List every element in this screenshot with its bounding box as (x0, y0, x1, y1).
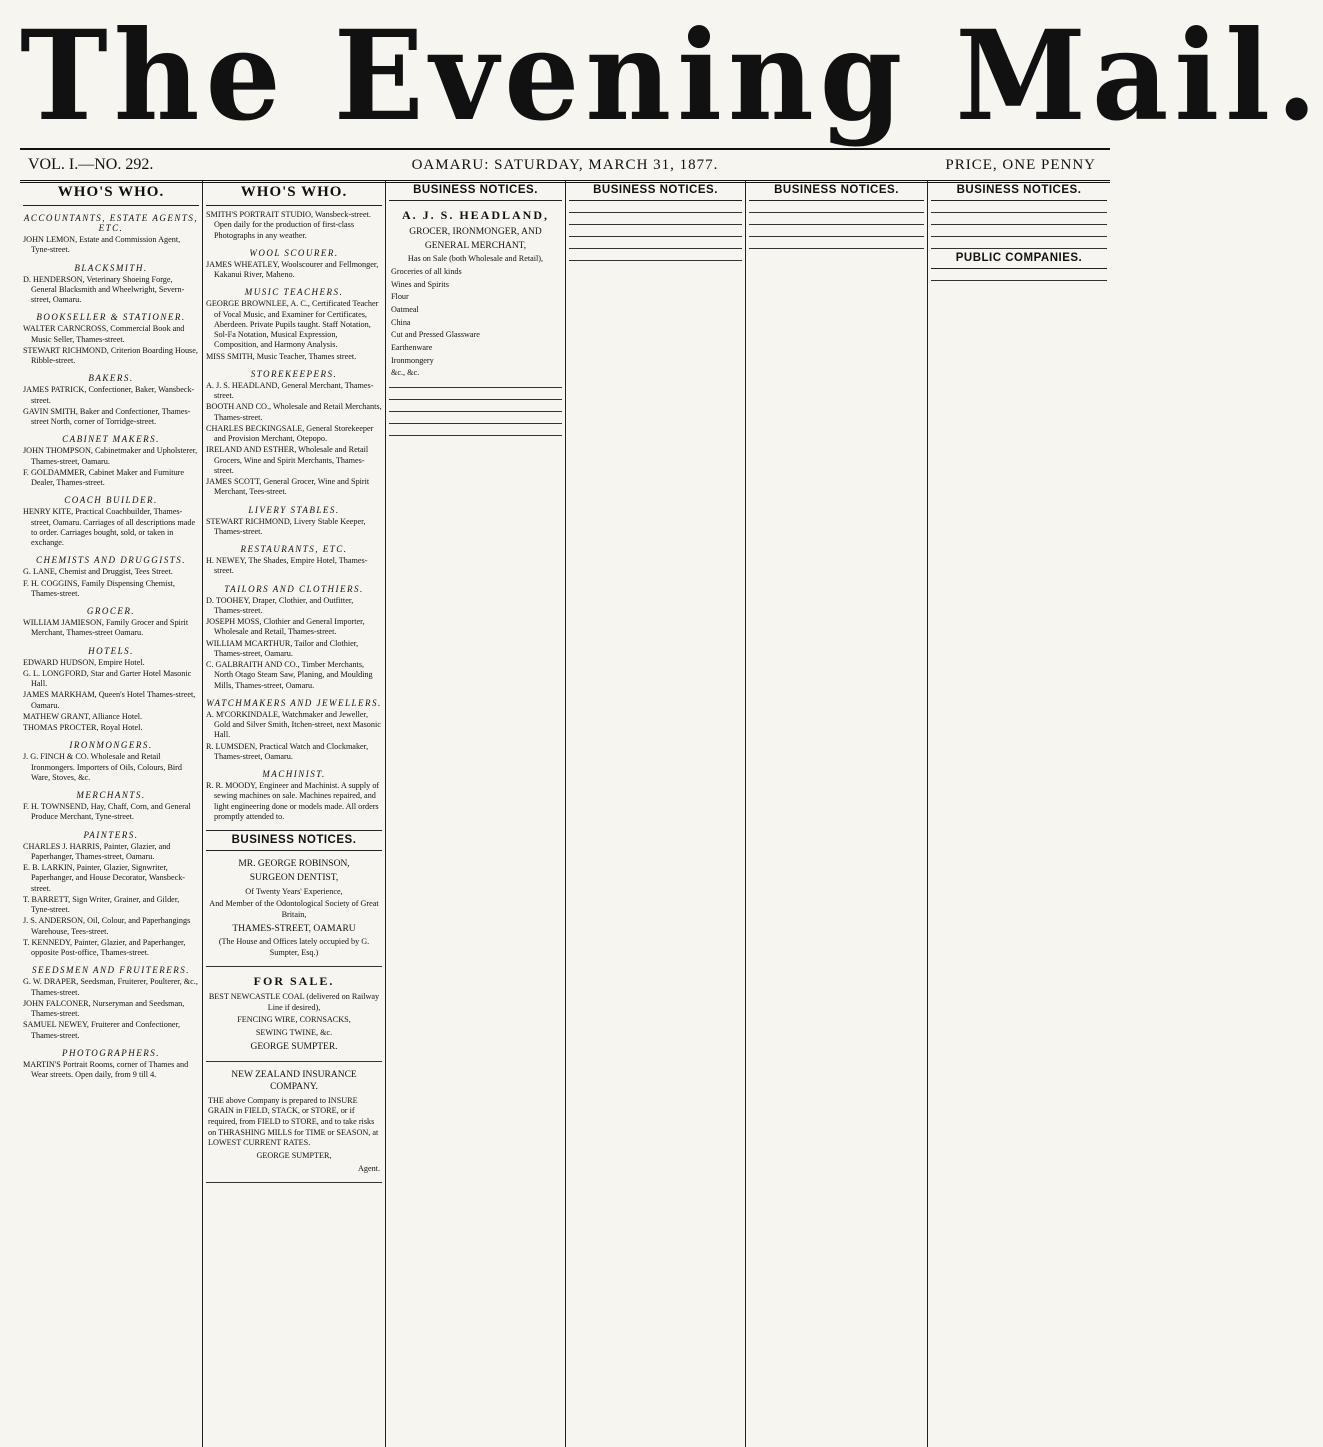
ad-robinson-dentist (206, 851, 382, 967)
ad-line: NEW ZEALAND INSURANCE COMPANY. (231, 1069, 357, 1093)
ad-jack-steel-hendry (569, 261, 742, 272)
ad-line: FOR SALE. (253, 974, 335, 989)
ad-for-sale-coal (206, 967, 382, 1062)
directory-entry: R. LUMSDEN, Practical Watch and Clockmaker, Thames-street, Oamaru. (206, 741, 369, 761)
column-business-1 (386, 181, 566, 1447)
directory-entry: JOHN LEMON, Estate and Commission Agent, Tyne-street. (23, 235, 181, 255)
column-business-4 (928, 181, 1110, 1447)
ad-ferens-books (569, 225, 742, 237)
directory-entry: F. H. COGGINS, Family Dispensing Chemist, Thames-street. (23, 578, 175, 598)
directory-entry: HENRY KITE, Practical Coachbuilder, Thames-street, Oamaru. Carriages of all descriptions made to order. Carriages bought, sold, or taken in exchange. (23, 507, 196, 547)
section-title: IRONMONGERS. (69, 740, 153, 751)
section-title: PHOTOGRAPHERS. (61, 1047, 161, 1058)
directory-entry: H. NEWEY, The Shades, Empire Hotel, Thames-street. (206, 556, 368, 576)
section-title: PAINTERS. (83, 829, 139, 840)
business-notices-heading: BUSINESS NOTICES. (206, 830, 382, 851)
column-heading: BUSINESS NOTICES. (931, 181, 1107, 201)
section-title: CABINET MAKERS. (62, 434, 160, 445)
directory-entry: THOMAS PROCTER, Royal Hotel. (23, 723, 143, 732)
section-title: CHEMISTS AND DRUGGISTS. (35, 555, 187, 566)
directory-entry: T. BARRETT, Sign Writer, Grainer, and Gilder, Tyne-street. (23, 894, 180, 914)
section-title: BAKERS. (88, 373, 134, 384)
directory-entry: GEORGE BROWNLEE, A. C., Certificated Teacher of Vocal Music, and Examiner for Certificates, Aberdeen. Private Pupils taught. Staff Notation, Sol-Fa Notation, Musical Expression, Composition, and Harmony Analysis. (206, 299, 379, 350)
directory-entry: BOOTH AND CO., Wholesale and Retail Merchants, Thames-street. (206, 402, 382, 422)
ad-line: THE above Company is prepared to INSURE GRAIN in FIELD, STACK, or STORE, or if required, from FIELD to STORE, and to take risks on THRASHING MILLS for TIME or SEASON, at LOWEST CURRENT RATES. (208, 1095, 379, 1148)
ad-sandford-boots (569, 213, 742, 225)
ad-line: Has on Sale (both Wholesale and Retail), (407, 254, 544, 264)
directory-entry: J. S. ANDERSON, Oil, Colour, and Paperhangings Warehouse, Tees-street. (23, 916, 191, 936)
ad-line: A. J. S. HEADLAND, (401, 208, 549, 222)
dateline (20, 148, 1110, 183)
ad-procter-hotel (569, 201, 742, 213)
section-title: BLACKSMITH. (74, 262, 148, 273)
section-title: BOOKSELLER & STATIONER. (36, 312, 186, 323)
ad-nz-insurance (206, 1062, 382, 1183)
directory-entry: IRELAND AND ESTHER, Wholesale and Retail Grocers, Wine and Spirit Merchants, Thames-street. (206, 445, 369, 475)
ad-public-notice (389, 400, 562, 412)
directory-entry: JOHN THOMPSON, Cabinetmaker and Upholsterer, Thames-street, Oamaru. (23, 446, 198, 466)
goods-item: Oatmeal (391, 304, 419, 314)
volume-number: VOL. I.—NO. 292. (28, 156, 154, 173)
ad-standard-insurance (569, 237, 742, 249)
directory-entry: GAVIN SMITH, Baker and Confectioner, Thames-street North, corner of Torridge-street. (23, 406, 191, 426)
column-business-2 (566, 181, 746, 1447)
ad-line: GROCER, IRONMONGER, AND (409, 226, 542, 237)
ad-straw-hats (389, 424, 562, 436)
ad-line: THAMES-STREET, OAMARU (232, 923, 356, 934)
directory-entry: G. W. DRAPER, Seedsman, Fruiterer, Poulterer, &c., Thames-street. (23, 977, 198, 997)
column-heading: BUSINESS NOTICES. (569, 181, 742, 201)
section-title: STOREKEEPERS. (250, 368, 338, 379)
ad-building-society (931, 269, 1107, 281)
ad-line: GEORGE SUMPTER, (256, 1150, 332, 1160)
directory-entry: JOHN FALCONER, Nurseryman and Seedsman, Thames-street. (23, 998, 185, 1018)
goods-item: Flour (391, 292, 409, 302)
directory-entry: WALTER CARNCROSS, Commercial Book and Music Seller, Thames-street. (23, 324, 185, 344)
ad-line: (The House and Offices lately occupied by G. Sumpter, Esq.) (218, 937, 370, 957)
ad-line: SURGEON DENTIST, (249, 873, 339, 884)
section-title: TAILORS AND CLOTHIERS. (224, 583, 364, 594)
section-title: WOOL SCOURER. (249, 247, 339, 258)
directory-entry: JAMES MARKHAM, Queen's Hotel Thames-street, Oamaru. (23, 690, 196, 710)
section-title: WATCHMAKERS AND JEWELLERS. (206, 697, 382, 708)
ad-taylor-hairdresser (931, 237, 1107, 249)
ad-waimate-hotel (749, 225, 924, 237)
directory-entry: G. L. LONGFORD, Star and Garter Hotel Masonic Hall. (23, 668, 192, 688)
directory-entry: EDWARD HUDSON, Empire Hotel. (23, 657, 145, 667)
ad-boarding-house (569, 249, 742, 261)
ad-line: SEWING TWINE, &c. (255, 1027, 333, 1037)
ad-nz-insurance-company (931, 281, 1107, 292)
section-title: GROCER. (86, 606, 136, 616)
section-title: LIVERY STABLES. (248, 504, 340, 515)
columns (20, 181, 1110, 1447)
column-whos-who-1 (20, 181, 203, 1447)
directory-entry: F. GOLDAMMER, Cabinet Maker and Furniture Dealer, Thames-street. (23, 467, 185, 487)
column-business-3 (746, 181, 928, 1447)
goods-item: China (391, 317, 411, 327)
section-title: COACH BUILDER. (64, 495, 158, 506)
directory-entry: JAMES PATRICK, Confectioner, Baker, Wansbeck-street. (23, 385, 195, 405)
directory-entry: SMITH'S PORTRAIT STUDIO, Wansbeck-street. Open daily for the production of first-class Photographs in any weather. (206, 210, 371, 240)
ad-kennedy (389, 436, 562, 447)
directory-entry: JOSEPH MOSS, Clothier and General Importer, Wholesale and Retail, Thames-street. (206, 617, 365, 637)
directory-entry: D. TOOHEY, Draper, Clothier, and Outfitter, Thames-street. (206, 595, 354, 615)
directory-entry: T. KENNEDY, Painter, Glazier, and Paperhanger, opposite Post-office, Thames-street. (23, 937, 186, 957)
ad-line: BEST NEWCASTLE COAL (delivered on Railway Line if desired), (208, 991, 380, 1012)
column-heading: BUSINESS NOTICES. (389, 181, 562, 201)
directory-entry: D. HENDERSON, Veterinary Shoeing Forge, General Blacksmith and Wheelwright, Severn-street, Oamaru. (23, 274, 185, 304)
ad-line: MR. GEORGE ROBINSON, (238, 859, 350, 869)
section-title: RESTAURANTS, ETC. (240, 544, 348, 554)
ad-headland (389, 201, 562, 388)
directory-list (206, 248, 382, 822)
masthead-title: The Evening Mail. (20, 2, 1323, 149)
directory-entry: R. R. MOODY, Engineer and Machinist. A supply of sewing machines on sale. Machines repaired, and light engineering done or models made. All orders promptly attended to. (206, 781, 380, 821)
directory-entry: STEWART RICHMOND, Criterion Boarding House, Ribble-street. (23, 345, 198, 365)
issue-date: OAMARU: SATURDAY, MARCH 31, 1877. (411, 157, 719, 173)
column-whos-who-2 (203, 181, 386, 1447)
directory-entry: STEWART RICHMOND, Livery Stable Keeper, Thames-street. (206, 516, 366, 536)
ad-line: GEORGE SUMPTER. (250, 1041, 338, 1052)
column-heading: WHO'S WHO. (23, 181, 199, 206)
directory-entry: JAMES SCOTT, General Grocer, Wine and Spirit Merchant, Tees-street. (206, 477, 370, 497)
section-title: MUSIC TEACHERS. (244, 287, 344, 298)
goods-item: Groceries of all kinds (391, 266, 462, 276)
directory-entry: MARTIN'S Portrait Rooms, corner of Thames and Wear streets. Open daily, from 9 till 4. (23, 1059, 189, 1079)
directory-entry: MATHEW GRANT, Alliance Hotel. (23, 711, 143, 721)
ad-familton-fruit (389, 412, 562, 424)
directory-entry: JAMES WHEATLEY, Woolscourer and Fellmonger, Kakanui River, Maheno. (206, 259, 379, 279)
issue-price: PRICE, ONE PENNY (945, 157, 1096, 173)
directory-entry: E. B. LARKIN, Painter, Glazier, Signwriter, Paperhanger, and House Decorator, Wansbeck-street. (23, 863, 186, 893)
directory-entry: CHARLES BECKINGSALE, General Storekeeper and Provision Merchant, Otepopo. (206, 423, 374, 443)
directory-entry: J. G. FINCH & CO. Wholesale and Retail Ironmongers. Importers of Oils, Colours, Bird Ware, Stoves, &c. (23, 752, 182, 782)
column-heading: BUSINESS NOTICES. (749, 181, 924, 201)
directory-entry: F. H. TOWNSEND, Hay, Chaff, Corn, and General Produce Merchant, Tyne-street. (23, 802, 191, 822)
ad-brogden-limestone (749, 249, 924, 260)
goods-item: Ironmongery (391, 355, 434, 365)
directory-entry: MISS SMITH, Music Teacher, Thames street. (206, 351, 357, 361)
column-heading: WHO'S WHO. (206, 181, 382, 206)
goods-item: &c., &c. (391, 368, 420, 378)
ad-sumpter-stores (749, 237, 924, 249)
ad-brindley-stewart (931, 201, 1107, 213)
ad-line: Of Twenty Years' Experience, (245, 886, 343, 896)
ad-crofts (389, 388, 562, 400)
ad-kakanui-mills (931, 225, 1107, 237)
directory-entry: A. M'CORKINDALE, Watchmaker and Jeweller, Gold and Silver Smith, Itchen-street, next Masonic Hall. (206, 709, 381, 740)
directory-entry: SAMUEL NEWEY, Fruiterer and Confectioner, Thames-street. (23, 1020, 181, 1040)
directory-entry: G. LANE, Chemist and Druggist, Tees Street. (23, 567, 173, 577)
goods-item: Cut and Pressed Glassware (391, 330, 480, 340)
directory-list (23, 213, 199, 1080)
ad-line: FENCING WIRE, CORNSACKS, (237, 1015, 351, 1025)
section-title: SEEDSMEN AND FRUITERERS. (31, 965, 191, 976)
ad-farr-pastrycooks (749, 201, 924, 213)
public-companies-heading: PUBLIC COMPANIES. (931, 249, 1107, 269)
ad-queens-hotel (749, 213, 924, 225)
ad-to-farmers (931, 213, 1107, 225)
section-title: MACHINIST. (262, 769, 326, 779)
goods-item: Earthenware (391, 342, 433, 352)
directory-entry: A. J. S. HEADLAND, General Merchant, Thames-street. (206, 380, 374, 400)
section-title: MERCHANTS. (76, 790, 146, 800)
directory-entry: C. GALBRAITH AND CO., Timber Merchants, North Otago Steam Saw, Planing, and Moulding Mills, Thames-street, Oamaru. (206, 660, 373, 690)
directory-entry: WILLIAM MCARTHUR, Tailor and Clothier, Thames-street, Oamaru. (206, 638, 359, 658)
section-title: ACCOUNTANTS, ESTATE AGENTS, ETC. (23, 213, 199, 233)
ad-line: Agent. (357, 1163, 380, 1173)
ad-line: And Member of the Odontological Society of Great Britain, (209, 899, 379, 919)
directory-entry: WILLIAM JAMIESON, Family Grocer and Spirit Merchant, Thames-street Oamaru. (23, 618, 189, 638)
masthead (20, 2, 1323, 149)
directory-entry: CHARLES J. HARRIS, Painter, Glazier, and Paperhanger, Thames-street, Oamaru. (23, 841, 171, 861)
ad-line: GENERAL MERCHANT, (424, 240, 527, 251)
section-title: HOTELS. (88, 645, 134, 656)
goods-item: Wines and Spirits (391, 279, 449, 289)
